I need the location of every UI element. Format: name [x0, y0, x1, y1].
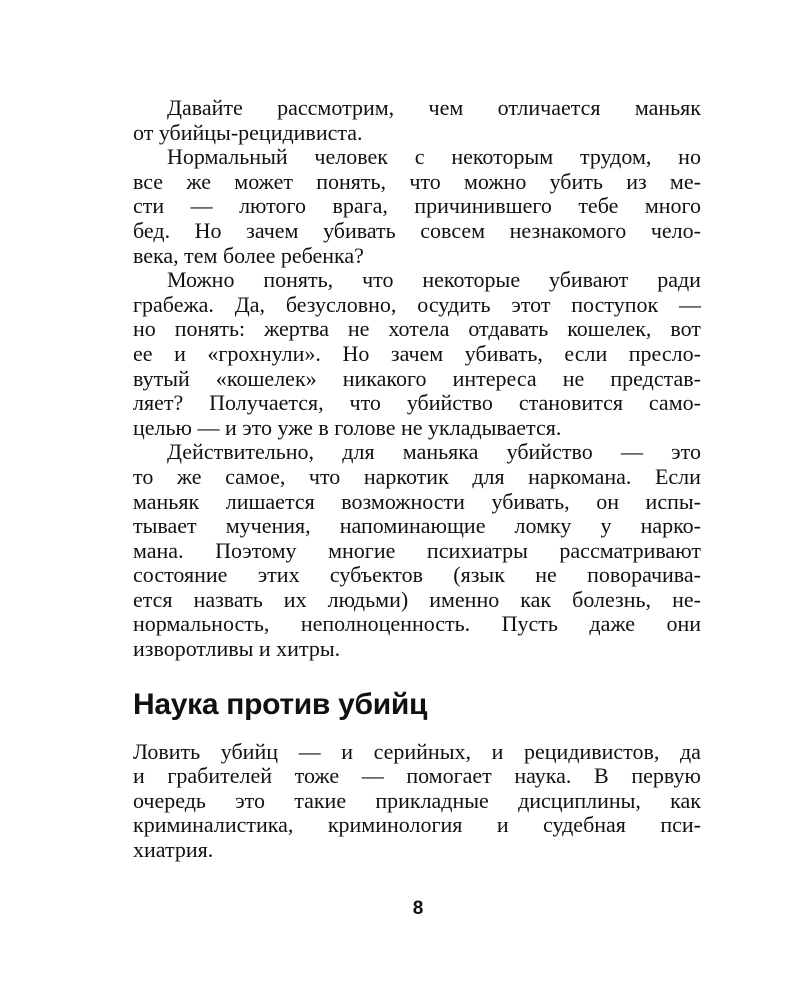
text-line [133, 563, 701, 588]
word: Поэтому [215, 537, 297, 563]
word: криминалистика, [133, 812, 294, 838]
text-line [133, 170, 701, 195]
text-line: от убийцы-рецидивиста. [133, 119, 363, 145]
word: назвать [193, 586, 263, 612]
word: маньяк [133, 488, 200, 514]
text-line [133, 813, 701, 838]
word: Получается, [209, 390, 324, 416]
word: это [235, 787, 265, 813]
word: становится [518, 390, 623, 416]
word: наука. [514, 763, 572, 789]
word: субъектов [329, 562, 423, 588]
page-content [133, 96, 701, 863]
text-line [133, 293, 701, 318]
word: понять, [263, 267, 334, 293]
word: пси- [660, 812, 701, 838]
word: если [564, 340, 608, 366]
paragraph [133, 145, 701, 268]
paragraph [133, 440, 701, 661]
word: лишается [225, 488, 315, 514]
word: не [535, 562, 557, 588]
word: состояние [133, 562, 228, 588]
word: рецидивистов, [523, 738, 660, 764]
word: зачем [246, 217, 299, 243]
word: ее [133, 340, 153, 366]
word: из [626, 168, 647, 194]
word: убивать [323, 217, 396, 243]
word: такие [294, 787, 347, 813]
word: неполноценность. [300, 611, 471, 637]
word: как [520, 586, 552, 612]
page-number: 8 [412, 898, 424, 919]
word: убивать, [491, 488, 570, 514]
word: вот [670, 316, 701, 342]
word: само- [648, 390, 701, 416]
word: незнакомого [509, 217, 627, 243]
word: грабежа. [133, 291, 214, 317]
word: «кошелек» [215, 365, 317, 391]
text-line [133, 789, 701, 814]
word: врага, [332, 193, 388, 219]
word: именно [429, 586, 500, 612]
word: не [562, 365, 585, 391]
word: испы- [645, 488, 701, 514]
word: нарко- [640, 513, 701, 539]
word: но [678, 144, 701, 170]
body-text [133, 96, 701, 662]
word: ляет? [133, 390, 184, 416]
text-line [133, 342, 701, 367]
word: — [620, 439, 643, 465]
word: хотела [388, 316, 450, 342]
word: никакого [342, 365, 427, 391]
word: для [472, 463, 505, 489]
word: это [671, 439, 701, 465]
word: тебе [578, 193, 619, 219]
word: много [644, 193, 701, 219]
text-line [133, 96, 701, 121]
word: понять: [174, 316, 246, 342]
word: маньяк [634, 95, 701, 120]
word: Если [654, 463, 701, 489]
word: совсем [420, 217, 486, 243]
word: мана. [133, 537, 184, 563]
word: (язык [453, 562, 505, 588]
word: поворачива- [587, 562, 701, 588]
text-line [133, 391, 701, 416]
word: некоторым [451, 144, 554, 170]
word: — [361, 763, 384, 789]
word: Но [194, 217, 222, 243]
word: отличается [497, 95, 601, 120]
word: же [176, 463, 202, 489]
word: и [491, 738, 504, 764]
word: ется [133, 586, 173, 612]
word: Нормальный [167, 144, 288, 170]
word: людьми) [327, 586, 409, 612]
word: трудом, [579, 144, 652, 170]
word: — [298, 738, 321, 764]
word: Да, [234, 291, 266, 317]
word: может [234, 168, 293, 194]
word: он [596, 488, 619, 514]
word: отдавать [468, 316, 549, 342]
text-line: века, тем более ребенка? [133, 242, 364, 268]
text-line [133, 465, 701, 490]
word: убить [549, 168, 603, 194]
word: — [678, 291, 701, 317]
word: тоже [294, 763, 340, 789]
word: и [133, 763, 145, 789]
word: осудить [417, 291, 491, 317]
word: дисциплины, [518, 787, 641, 813]
word: Ловить [133, 738, 201, 764]
word: ради [657, 267, 701, 293]
word: серийных, [373, 738, 471, 764]
text-line [133, 490, 701, 515]
word: что [362, 267, 394, 293]
word: этих [257, 562, 300, 588]
paragraph [133, 96, 701, 145]
word: Но [342, 340, 370, 366]
word: первую [631, 763, 701, 789]
word: прикладные [375, 787, 489, 813]
text-line [133, 539, 701, 564]
word: да [679, 738, 701, 764]
word: для [342, 439, 375, 465]
word: убивать, [464, 340, 543, 366]
word: бед. [133, 217, 171, 243]
word: — [190, 193, 213, 219]
paragraph [133, 268, 701, 440]
word: их [283, 586, 307, 612]
word: причинившего [414, 193, 552, 219]
word: этот [511, 291, 551, 317]
word: безусловно, [285, 291, 397, 317]
word: что [349, 390, 381, 416]
word: все [133, 168, 164, 194]
text-line [133, 740, 701, 765]
word: психиатры [426, 537, 528, 563]
word: убийство [506, 439, 593, 465]
word: же [186, 168, 212, 194]
word: даже [589, 611, 636, 637]
word: Давайте [167, 95, 243, 120]
word: Действительно, [167, 439, 315, 465]
word: жертва [264, 316, 329, 342]
word: болезнь, [572, 586, 652, 612]
text-line [133, 219, 701, 244]
word: они [666, 611, 701, 637]
word: ломку [514, 513, 572, 539]
text-line [133, 145, 701, 170]
word: напоминающие [339, 513, 486, 539]
word: убивают [549, 267, 629, 293]
word: Можно [167, 267, 235, 293]
word: пресло- [628, 340, 701, 366]
word: лютого [239, 193, 306, 219]
word: наркомана. [528, 463, 632, 489]
word: вутый [133, 365, 190, 391]
word: с [414, 144, 425, 170]
word: Пусть [501, 611, 558, 637]
section-text [133, 740, 701, 863]
word: В [594, 763, 609, 789]
text-line [133, 440, 701, 465]
word: чем [428, 95, 464, 120]
word: чело- [650, 217, 701, 243]
word: тывает [133, 513, 197, 539]
word: многие [328, 537, 396, 563]
word: и [174, 340, 186, 366]
word: можно [463, 168, 527, 194]
word: и [496, 812, 509, 838]
word: убийство [406, 390, 493, 416]
word: грабителей [167, 763, 273, 789]
word: понять, [316, 168, 387, 194]
word: мучения, [225, 513, 311, 539]
section-heading: Наука против убийц [133, 687, 428, 721]
word: зачем [390, 340, 444, 366]
word: интереса [452, 365, 537, 391]
word: рассматривают [559, 537, 701, 563]
word: самое, [225, 463, 286, 489]
text-line [133, 612, 701, 637]
word: рассмотрим, [277, 95, 395, 120]
text-line [133, 514, 701, 539]
word: и [341, 738, 353, 764]
text-line [133, 588, 701, 613]
text-line: целью — и это уже в голове не укладывается. [133, 414, 562, 440]
word: маньяка [402, 439, 479, 465]
word: не [347, 316, 370, 342]
word: ме- [669, 168, 701, 194]
word: то [133, 463, 154, 489]
paragraph [133, 740, 701, 863]
word: представ- [610, 365, 701, 391]
word: сти [133, 193, 165, 219]
word: что [308, 463, 341, 489]
text-line [133, 367, 701, 392]
text-line [133, 764, 701, 789]
text-line [133, 268, 701, 293]
word: очередь [133, 787, 206, 813]
word: кошелек, [567, 316, 652, 342]
text-line: хиатрия. [133, 837, 214, 863]
word: возможности [341, 488, 465, 514]
word: убийц [220, 738, 279, 764]
word: у [600, 513, 612, 539]
text-line: изворотливы и хитры. [133, 636, 341, 662]
word: но [133, 316, 156, 342]
word: как [670, 787, 701, 813]
word: поступок [571, 291, 659, 317]
word: криминология [327, 812, 463, 838]
text-line [133, 317, 701, 342]
word: не- [672, 586, 701, 612]
word: судебная [543, 812, 626, 838]
word: наркотик [363, 463, 449, 489]
word: некоторые [422, 267, 521, 293]
word: «грохнули». [207, 340, 321, 366]
word: помогает [406, 763, 492, 789]
word: человек [314, 144, 388, 170]
word: нормальность, [133, 611, 270, 637]
text-line [133, 194, 701, 219]
word: что [409, 168, 441, 194]
